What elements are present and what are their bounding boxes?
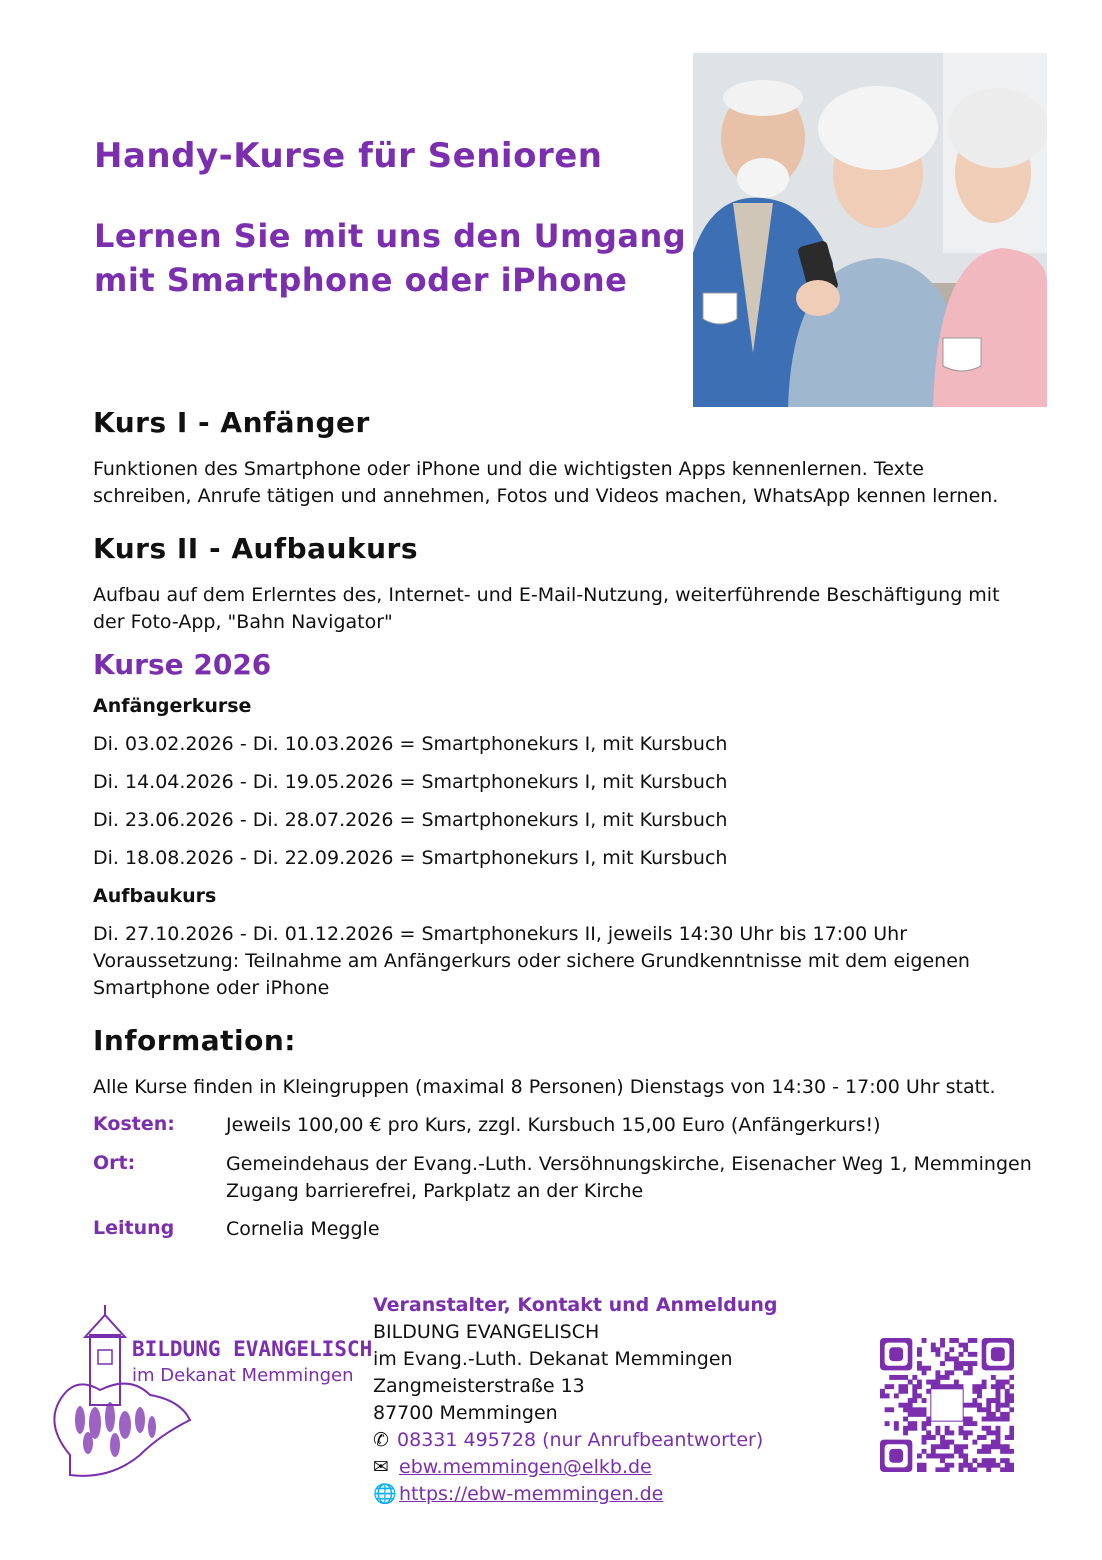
kurs2-heading: Kurs II - Aufbaukurs xyxy=(93,532,418,565)
subtitle-line: Lernen Sie mit uns den Umgang xyxy=(94,217,687,255)
seniors-photo xyxy=(693,53,1047,407)
kosten-value: Jeweils 100,00 € pro Kurs, zzgl. Kursbuch 15,00 Euro (Anfängerkurs!) xyxy=(226,1114,881,1136)
contact-street: Zangmeisterstraße 13 xyxy=(373,1375,585,1397)
logo-graphic xyxy=(40,1305,360,1485)
kurs2-description xyxy=(93,582,1073,636)
leitung-value: Cornelia Meggle xyxy=(226,1218,380,1240)
phone-icon: ✆ xyxy=(373,1429,389,1451)
contact-heading: Veranstalter, Kontakt und Anmeldung xyxy=(373,1294,778,1316)
anfaenger-heading: Anfängerkurse xyxy=(93,695,252,717)
course-item: Di. 23.06.2026 - Di. 28.07.2026 = Smartphonekurs I, mit Kursbuch xyxy=(93,809,728,831)
kosten-label: Kosten: xyxy=(93,1113,175,1135)
kurse-heading: Kurse 2026 xyxy=(93,648,272,681)
course-item: Di. 14.04.2026 - Di. 19.05.2026 = Smartphonekurs I, mit Kursbuch xyxy=(93,771,728,793)
contact-block xyxy=(373,1292,778,1508)
text-line: Funktionen des Smartphone oder iPhone und die wichtigsten Apps kennenlernen. Texte xyxy=(93,458,924,480)
mail-icon: ✉ xyxy=(373,1456,389,1478)
page-title: Handy-Kurse für Senioren xyxy=(94,136,603,176)
kurs1-description xyxy=(93,456,1073,510)
text-line: Aufbau auf dem Erlerntes des, Internet- und E-Mail-Nutzung, weiterführende Beschäftigung mit xyxy=(93,584,1000,606)
kurs1-heading: Kurs I - Anfänger xyxy=(93,406,370,439)
course-item: Di. 18.08.2026 - Di. 22.09.2026 = Smartphonekurs I, mit Kursbuch xyxy=(93,847,728,869)
logo-subtitle: im Dekanat Memmingen xyxy=(132,1365,354,1386)
globe-icon: 🌐 xyxy=(373,1483,397,1505)
contact-phone-row xyxy=(373,1427,778,1454)
anfaenger-list xyxy=(93,731,727,883)
contact-org2: im Evang.-Luth. Dekanat Memmingen xyxy=(373,1348,733,1370)
contact-phone[interactable]: 08331 495728 (nur Anrufbeantworter) xyxy=(397,1429,764,1451)
text-line: Gemeindehaus der Evang.-Luth. Versöhnungskirche, Eisenacher Weg 1, Memmingen xyxy=(226,1153,1032,1175)
text-line: Voraussetzung: Teilnahme am Anfängerkurs oder sichere Grundkenntnisse mit dem eigenen xyxy=(93,950,970,972)
aufbau-heading: Aufbaukurs xyxy=(93,885,217,907)
text-line: der Foto-App, "Bahn Navigator" xyxy=(93,611,393,633)
page-subtitle xyxy=(94,214,694,302)
course-item: Di. 03.02.2026 - Di. 10.03.2026 = Smartphonekurs I, mit Kursbuch xyxy=(93,733,728,755)
contact-email-row xyxy=(373,1454,778,1481)
text-line: Di. 27.10.2026 - Di. 01.12.2026 = Smartphonekurs II, jeweils 14:30 Uhr bis 17:00 Uhr xyxy=(93,923,908,945)
leitung-label: Leitung xyxy=(93,1217,175,1239)
bildung-evangelisch-logo xyxy=(40,1305,373,1485)
text-line: Smartphone oder iPhone xyxy=(93,977,330,999)
text-line: Zugang barrierefrei, Parkplatz an der Kirche xyxy=(226,1180,644,1202)
information-intro: Alle Kurse finden in Kleingruppen (maximal 8 Personen) Dienstags von 14:30 - 17:00 Uhr statt. xyxy=(93,1076,996,1098)
ort-label: Ort: xyxy=(93,1152,136,1174)
email-link[interactable]: ebw.memmingen@elkb.de xyxy=(399,1456,652,1478)
qr-code[interactable] xyxy=(880,1338,1014,1472)
text-line: schreiben, Anrufe tätigen und annehmen, Fotos und Videos machen, WhatsApp kennen lernen. xyxy=(93,485,999,507)
ort-value xyxy=(226,1151,1032,1205)
aufbau-details xyxy=(93,921,1083,1002)
logo-title: BILDUNG EVANGELISCH xyxy=(132,1337,373,1361)
qr-code-graphic xyxy=(880,1338,1014,1472)
information-heading: Information: xyxy=(93,1024,296,1057)
contact-web-row xyxy=(373,1481,778,1508)
contact-org: BILDUNG EVANGELISCH xyxy=(373,1321,600,1343)
subtitle-line: mit Smartphone oder iPhone xyxy=(94,261,628,299)
website-link[interactable]: https://ebw-memmingen.de xyxy=(399,1483,664,1505)
seniors-illustration xyxy=(693,53,1047,407)
contact-city: 87700 Memmingen xyxy=(373,1402,558,1424)
